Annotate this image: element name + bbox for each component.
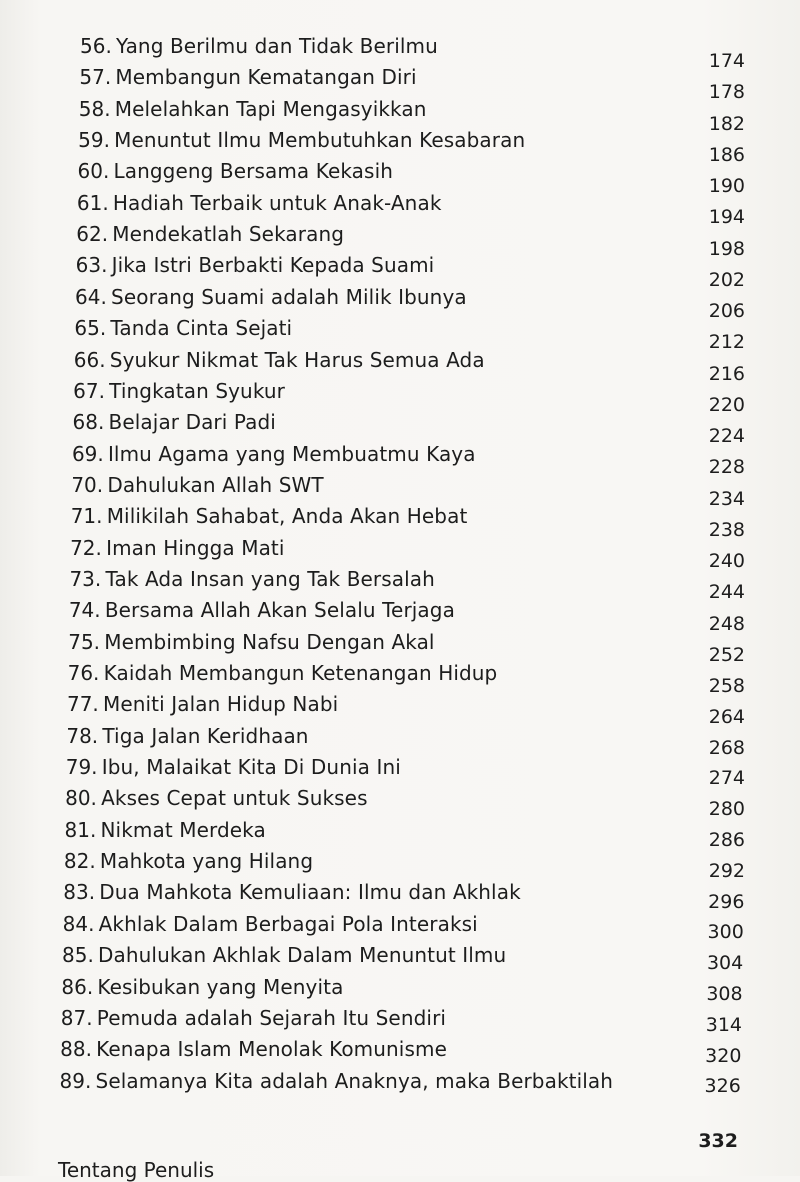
toc-entry-number: 73. [69,566,102,591]
toc-entry-title: Langgeng Bersama Kekasih [113,159,393,184]
toc-entry-number: 68. [72,410,105,435]
toc-entry-number: 65. [74,316,107,341]
toc-entry-page: 296 [708,890,745,913]
toc-entry-number: 72. [70,535,102,560]
toc-entry-page: 240 [708,550,745,572]
toc-entry-page: 198 [708,237,745,260]
toc-entry-title: Akses Cepat untuk Sukses [101,786,368,811]
toc-entry-page: 182 [708,112,745,135]
toc-entry-number: 66. [73,347,106,372]
toc-entry-page: 286 [708,829,745,851]
toc-entry-page: 308 [706,983,743,1005]
toc-entry-title: Melelahkan Tapi Mengasyikkan [114,96,427,121]
toc-entry-number: 80. [65,786,97,811]
toc-entry-page: 224 [708,425,745,447]
toc-entry-number: 81. [64,817,97,842]
toc-entry-page: 268 [708,736,745,759]
toc-entry-number: 84. [62,911,95,936]
toc-entry-page: 252 [708,643,745,666]
toc-entry-page: 194 [708,206,745,229]
toc-entry-page: 326 [704,1075,741,1098]
toc-entry-number: 79. [65,755,98,780]
toc-entry-title: Jika Istri Berbakti Kepada Suami [111,253,435,278]
toc-entry-title: Iman Hingga Mati [106,535,285,560]
toc-entry-page: 234 [708,487,745,510]
toc-entry-page: 190 [708,175,745,197]
toc-entry-number: 88. [60,1037,92,1062]
toc-entry-title: Hadiah Terbaik untuk Anak-Anak [112,190,442,215]
toc-entry-title: Milikilah Sahabat, Anda Akan Hebat [106,504,468,529]
toc-entry-title: Nikmat Merdeka [100,817,266,842]
toc-entry-title: Seorang Suami adalah Milik Ibunya [111,284,467,309]
toc-entry-page: 186 [708,143,745,166]
toc-entry-title: Tak Ada Insan yang Tak Bersalah [105,566,435,591]
toc-entry-number: 61. [76,190,109,215]
toc-entry-title: Bersama Allah Akan Selalu Terjaga [104,598,455,623]
toc-entry-number: 70. [71,472,104,497]
toc-entry-number: 83. [63,880,96,905]
toc-entry-title: Dua Mahkota Kemuliaan: Ilmu dan Akhlak [99,880,521,905]
toc-entry-page: 304 [706,952,744,975]
toc-entry-title: Akhlak Dalam Berbagai Pola Interaksi [98,911,478,936]
toc-entry-page: 300 [707,921,744,944]
toc-entry-title: Mendekatlah Sekarang [112,222,345,247]
toc-entry-number: 56. [80,34,112,58]
toc-entry-number: 74. [68,598,101,623]
toc-entry-title: Syukur Nikmat Tak Harus Semua Ada [109,347,485,372]
toc-entry-title: Tingkatan Syukur [109,378,285,403]
toc-entry-title: Ilmu Agama yang Membuatmu Kaya [107,441,476,466]
toc-entry-title: Yang Berilmu dan Tidak Berilmu [116,34,438,58]
toc-entry-page: 238 [708,518,745,541]
toc-entry-page: 314 [705,1013,742,1036]
toc-entry-page: 206 [708,300,745,322]
toc-entry-title: Kenapa Islam Menolak Komunisme [96,1037,447,1062]
toc-entry-title: Pemuda adalah Sejarah Itu Sendiri [96,1005,447,1030]
toc-entry-title: Kesibukan yang Menyita [97,974,344,999]
toc-entry-number: 63. [75,253,108,278]
toc-entry-page: 248 [708,612,745,635]
toc-entry-number: 60. [77,159,110,184]
toc-entry-page: 274 [708,767,745,790]
toc-page-number: 332 [698,1130,738,1152]
toc-entry-number: 62. [76,222,109,247]
toc-entry-number: 67. [73,378,105,403]
toc-entry-title: Kaidah Membangun Ketenangan Hidup [103,661,498,685]
toc-entry-page: 212 [708,331,745,354]
toc-entry-number: 85. [62,943,94,968]
toc-entry-number: 71. [70,504,103,529]
toc-entry-number: 82. [63,849,96,874]
toc-entry-number: 64. [75,284,107,309]
toc-entry-title: Dahulukan Akhlak Dalam Menuntut Ilmu [98,943,507,968]
toc-entry-number: 58. [78,96,111,121]
toc-entry-title: Tiga Jalan Keridhaan [102,723,309,748]
toc-entry-number: 75. [68,629,101,654]
toc-entry-page: 202 [708,268,745,291]
toc-entry-title: Membimbing Nafsu Dengan Akal [104,629,435,654]
toc-entry-page: 174 [708,50,745,72]
toc-entry-page: 264 [708,705,745,728]
toc-entry-page: 258 [708,675,745,697]
toc-entry-number: 57. [79,65,112,90]
toc-entry-title: Tanda Cinta Sejati [110,316,293,341]
toc-entry-number: 76. [67,661,100,685]
toc-entry-title: Meniti Jalan Hidup Nabi [102,692,339,717]
toc-entry-number: 59. [78,128,110,153]
toc-entry-page: 292 [708,859,745,882]
toc-entry-page: 320 [705,1044,742,1067]
toc-entry-title: Belajar Dari Padi [108,410,276,435]
toc-entry-page: 228 [708,456,745,479]
toc-entry-page: 280 [708,798,745,821]
toc-entry-page: 216 [708,362,745,385]
toc-entry-title: Selamanya Kita adalah Anaknya, maka Berbaktilah [95,1068,614,1093]
section-heading: Tentang Penulis [58,1158,215,1182]
toc-entry-number: 86. [61,974,94,999]
toc-entry-title: Membangun Kematangan Diri [115,65,417,90]
toc-entry-page: 220 [708,393,745,416]
toc-entry-number: 78. [66,723,99,748]
toc-entry-title: Dahulukan Allah SWT [107,472,324,497]
toc-entry-number: 69. [71,441,104,466]
toc-entry-page: 244 [708,581,745,604]
toc-entry-number: 89. [59,1068,92,1093]
toc-entry-title: Mahkota yang Hilang [99,849,314,874]
toc-entry-title: Ibu, Malaikat Kita Di Dunia Ini [101,755,401,780]
toc-entry-page: 178 [708,81,745,104]
toc-entry-number: 77. [66,692,99,717]
toc-entry-title: Menuntut Ilmu Membutuhkan Kesabaran [114,128,526,153]
toc-entry-number: 87. [60,1005,93,1030]
